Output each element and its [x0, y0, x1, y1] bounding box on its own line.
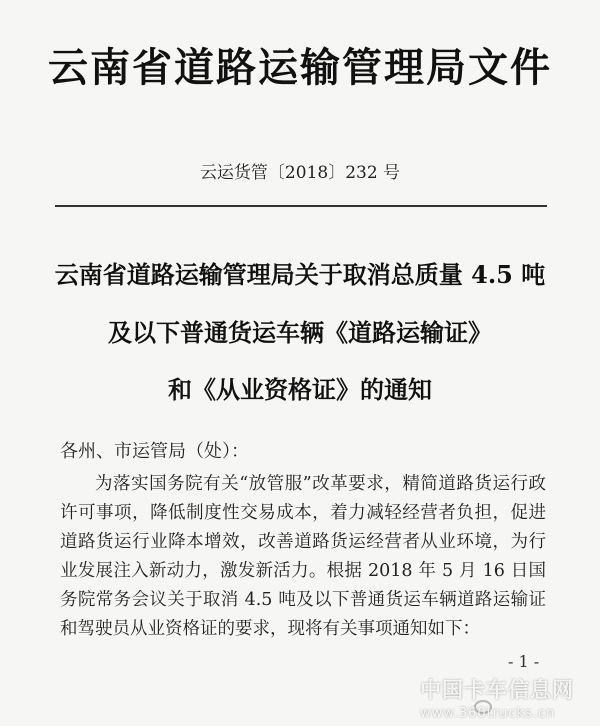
notice-title-line-3: 和《从业资格证》的通知 — [168, 375, 432, 404]
body-paragraph: 为落实国务院有关“放管服”改革要求，精简道路货运行政许可事项，降低制度性交易成本，着力减轻经营者负担，促进道路货运行业降本增效，改善道路货运经营者从业环境，为行业发展注入新动力，激发新活力。根据 2018 年 5 月 16 日国务院常务会议关于取消 4.5 吨及以下普通货运车辆道路运输证和驾驶员从业资格证的要求，现将有关事项通知如下： — [60, 474, 546, 639]
document-number: 云运货管〔2018〕232 号 — [199, 163, 401, 183]
salutation: 各州、市运管局（处）： — [60, 441, 249, 462]
watermark-site-name: 中国卡车信息网 — [420, 678, 574, 702]
watermark — [420, 674, 574, 721]
header-divider — [55, 205, 547, 207]
notice-title-line-1: 云南省道路运输管理局关于取消总质量 4.5 吨 — [54, 260, 546, 289]
page-number: - 1 - — [508, 652, 540, 671]
watermark-url: www.360trucks.cn — [420, 706, 556, 721]
issuer-title: 云南省道路运输管理局文件 — [48, 44, 552, 91]
notice-title-line-2: 及以下普通货运车辆《道路运输证》 — [108, 318, 492, 347]
